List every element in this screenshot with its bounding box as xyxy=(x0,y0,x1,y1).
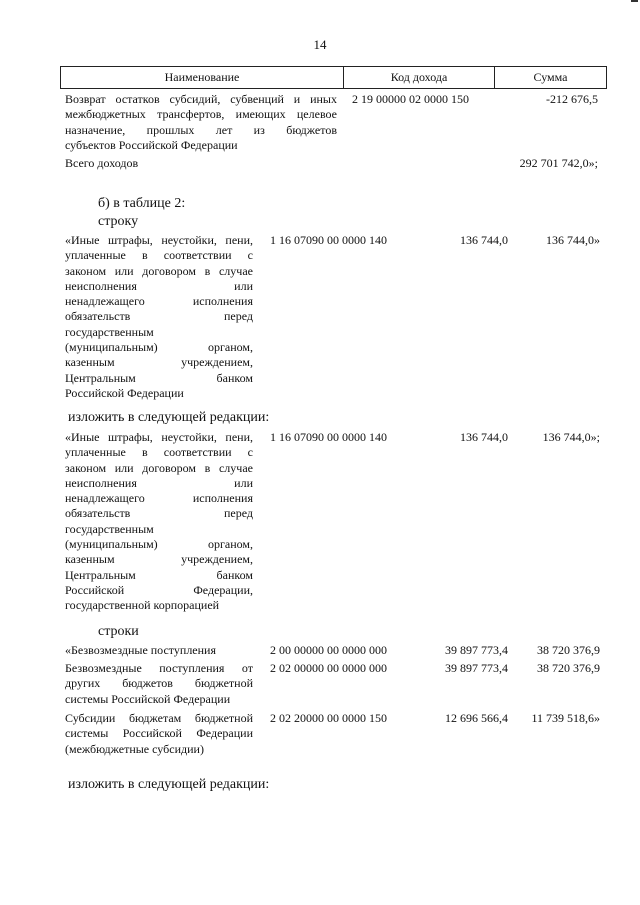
gratuitous-value-2: 38 720 376,9 xyxy=(537,643,600,657)
scan-mark xyxy=(631,0,638,2)
return-row-name: Возврат остатков субсидий, субвенций и иных межбюджетных трансфертов, имеющих целевое назначение, прошлых лет из бюджетов субъектов Российской Федерации xyxy=(65,92,337,152)
section-b-row-word: строку xyxy=(98,214,139,229)
fines-old-value-2: 136 744,0» xyxy=(546,233,600,247)
fines-new-value-1: 136 744,0 xyxy=(460,430,508,444)
gratuitous-name: «Безвозмездные поступления xyxy=(65,643,216,657)
subsidies-code: 2 02 20000 00 0000 150 xyxy=(270,711,387,725)
restate-1: изложить в следующей редакции: xyxy=(68,410,270,425)
return-row-sum: -212 676,5 xyxy=(546,92,598,106)
total-sum: 292 701 742,0»; xyxy=(519,156,598,170)
header-code: Код дохода xyxy=(344,67,495,88)
fines-new-name: «Иные штрафы, неустойки, пени, уплаченные в соответствии с законом или договором в случае неисполнения или ненадлежащего исполнения обязательств перед государственным (муниципальным) органом, казенным учреждением, Центральным банком Российской Федерации, государственной корпорацией xyxy=(65,430,253,613)
total-label: Всего доходов xyxy=(65,156,139,170)
gratuitous-other-code: 2 02 00000 00 0000 000 xyxy=(270,661,387,675)
page-number: 14 xyxy=(313,37,327,52)
subsidies-value-2: 11 739 518,6» xyxy=(531,711,600,725)
fines-new-code: 1 16 07090 00 0000 140 xyxy=(270,430,387,444)
table-header xyxy=(60,66,607,89)
gratuitous-other-name: Безвозмездные поступления от других бюджетов бюджетной системы Российской Федерации xyxy=(65,661,253,706)
section-b-title: б) в таблице 2: xyxy=(98,196,186,211)
subsidies-name: Субсидии бюджетам бюджетной системы Российской Федерации (межбюджетные субсидии) xyxy=(65,711,253,756)
fines-new-value-2: 136 744,0»; xyxy=(542,430,600,444)
subsidies-value-1: 12 696 566,4 xyxy=(445,711,508,725)
fines-old-code: 1 16 07090 00 0000 140 xyxy=(270,233,387,247)
restate-2: изложить в следующей редакции: xyxy=(68,777,270,792)
gratuitous-other-value-1: 39 897 773,4 xyxy=(445,661,508,675)
rows-word: строки xyxy=(98,624,139,639)
header-name: Наименование xyxy=(61,67,344,88)
header-sum: Сумма xyxy=(533,70,568,84)
fines-old-value-1: 136 744,0 xyxy=(460,233,508,247)
return-row-code: 2 19 00000 02 0000 150 xyxy=(352,92,469,106)
gratuitous-other-value-2: 38 720 376,9 xyxy=(537,661,600,675)
gratuitous-code: 2 00 00000 00 0000 000 xyxy=(270,643,387,657)
gratuitous-value-1: 39 897 773,4 xyxy=(445,643,508,657)
fines-old-name: «Иные штрафы, неустойки, пени, уплаченные в соответствии с законом или договором в случае неисполнения или ненадлежащего исполнения обязательств перед государственным (муниципальным) органом, казенным учреждением, Центральным банком Российской Федерации xyxy=(65,233,253,400)
